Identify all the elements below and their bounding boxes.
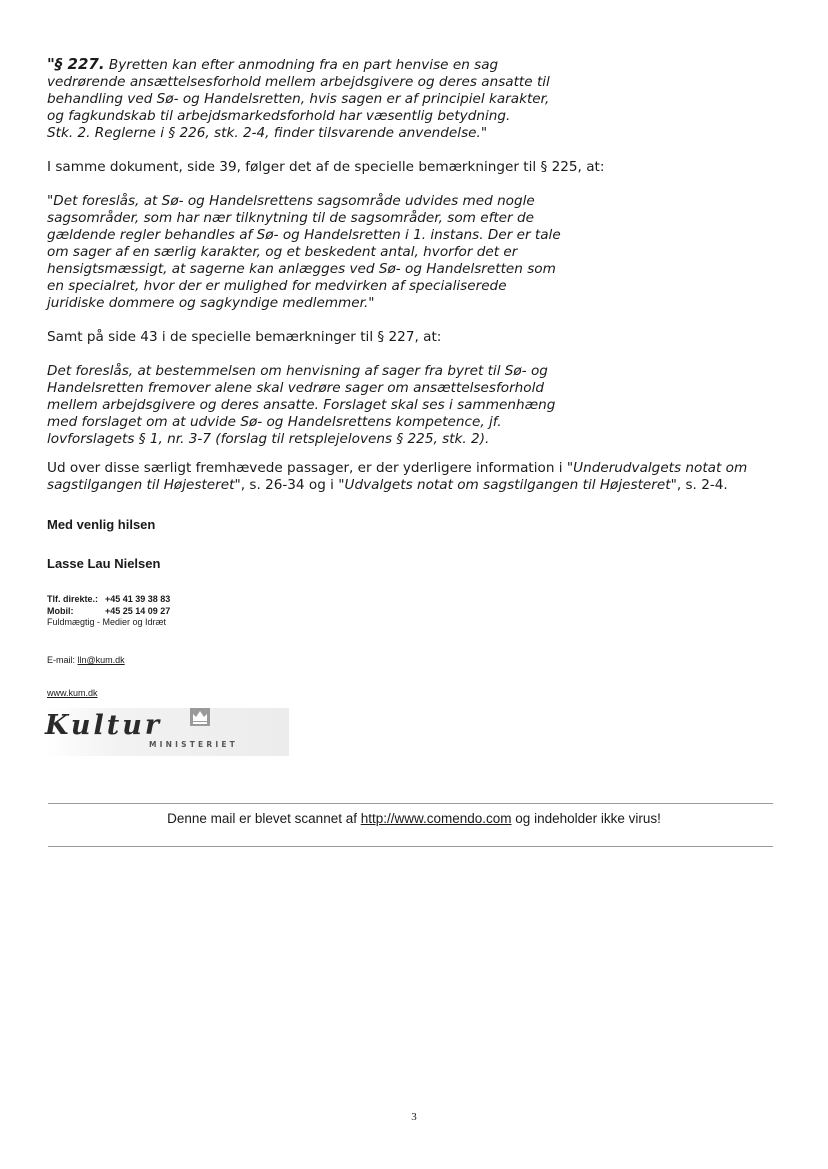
quote-line: Stk. 2. Reglerne i § 226, stk. 2-4, finder tilsvarende anvendelse." — [47, 125, 488, 141]
section-mark: "§ 227. — [47, 55, 105, 73]
quote-line: med forslaget om at udvide Sø- og Handelsrettens kompetence, jf. — [47, 414, 502, 430]
quote-line: mellem arbejdsgivere og deres ansatte. Forslaget skal ses i sammenhæng — [47, 397, 556, 413]
quote-line: juridiske dommere og sagkyndige medlemmer." — [47, 295, 375, 311]
quote-line: Det foreslås, at bestemmelsen om henvisning af sager fra byret til Sø- og — [47, 363, 548, 379]
email-link[interactable]: lln@kum.dk — [77, 655, 125, 665]
mobile-row: Mobil: +45 25 14 09 27 — [47, 605, 171, 616]
quote-line: sagsområder, som har nær tilknytning til de sagsområder, som efter de — [47, 210, 534, 226]
greeting: Med venlig hilsen — [47, 517, 156, 532]
quote-line: om sager af en særlig karakter, og et beskedent antal, hvorfor det er — [47, 244, 518, 260]
footer-divider-top — [48, 803, 773, 804]
quote-line: "§ 227. Byretten kan efter anmodning fra en part henvise en sag — [47, 55, 499, 73]
job-title: Fuldmægtig - Medier og Idræt — [47, 617, 167, 627]
comendo-link[interactable]: http://www.comendo.com — [360, 811, 512, 826]
sender-name: Lasse Lau Nielsen — [47, 556, 161, 571]
website-link[interactable]: www.kum.dk — [47, 688, 98, 698]
quote-line: behandling ved Sø- og Handelsretten, hvis sagen er af principiel karakter, — [47, 91, 550, 107]
crown-icon — [190, 708, 210, 726]
phone-row: Tlf. direkte.: +45 41 39 38 83 — [47, 594, 171, 604]
virus-scan-notice: Denne mail er blevet scannet af http://www.comendo.com og indeholder ikke virus! — [167, 811, 661, 826]
intro-paragraph-225: I samme dokument, side 39, følger det af de specielle bemærkninger til § 225, at: — [47, 159, 605, 175]
quote-paragraph-227 — [47, 56, 550, 142]
footer-divider-bottom — [48, 846, 773, 847]
ministry-logo — [45, 708, 289, 756]
closing-line-1: Ud over disse særligt fremhævede passager, er der yderligere information i "Underudvalgets notat om — [47, 460, 748, 476]
page-number: 3 — [411, 1111, 417, 1123]
closing-paragraph — [47, 460, 747, 494]
quote-line: en specialret, hvor der er mulighed for medvirken af specialiserede — [47, 278, 507, 294]
quote-line: vedrørende ansættelsesforhold mellem arbejdsgivere og deres ansatte til — [47, 74, 550, 90]
email-row: E-mail: lln@kum.dk — [47, 655, 125, 665]
quote-line: Handelsretten fremover alene skal vedrøre sager om ansættelsesforhold — [47, 380, 545, 396]
logo-subtext: MINISTERIET — [149, 740, 238, 749]
intro-paragraph-227: Samt på side 43 i de specielle bemærkninger til § 227, at: — [47, 329, 442, 345]
quote-line: og fagkundskab til arbejdsmarkedsforhold har væsentlig betydning. — [47, 108, 511, 124]
quote-line: hensigtsmæssigt, at sagerne kan anlægges ved Sø- og Handelsretten som — [47, 261, 556, 277]
quote-line: "Det foreslås, at Sø- og Handelsrettens sagsområde udvides med nogle — [47, 193, 535, 209]
logo-wordmark: Kultur — [45, 710, 163, 741]
quote-paragraph-227-remarks — [47, 363, 555, 448]
contact-block — [47, 594, 170, 629]
quote-paragraph-225 — [47, 193, 561, 312]
quote-line: gældende regler behandles af Sø- og Handelsretten i 1. instans. Der er tale — [47, 227, 561, 243]
quote-line: lovforslagets § 1, nr. 3-7 (forslag til retsplejelovens § 225, stk. 2). — [47, 431, 490, 447]
closing-line-2: sagstilgangen til Højesteret", s. 26-34 og i "Udvalgets notat om sagstilgangen til Højesteret", s. 2-4. — [47, 477, 728, 493]
